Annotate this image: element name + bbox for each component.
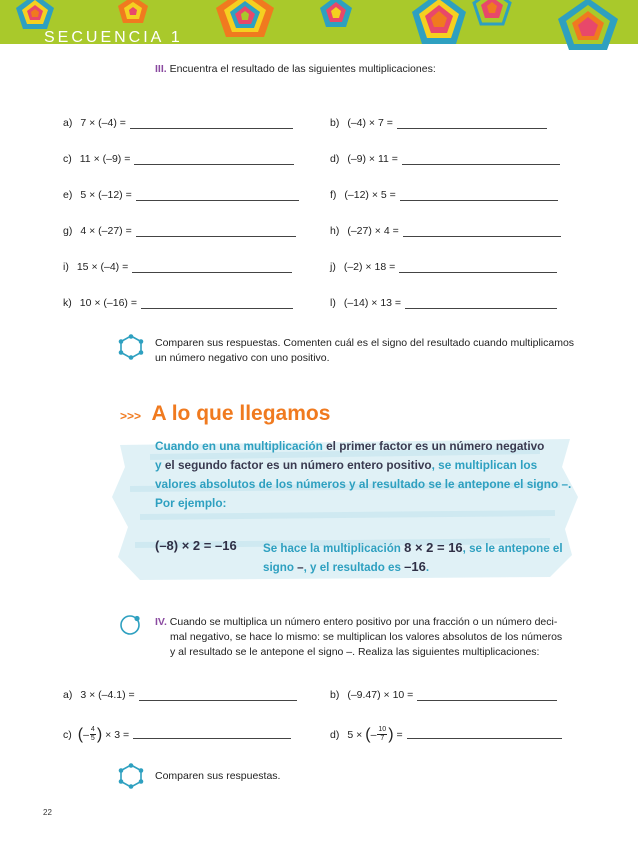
answer-field-4c[interactable]	[133, 730, 291, 739]
conclusion-title: A lo que llegamos	[151, 402, 331, 425]
answer-field[interactable]	[397, 116, 547, 129]
exercise-item	[330, 260, 557, 273]
conclusion-part-1: Cuando en una multiplicación	[155, 439, 323, 453]
exercise-item	[330, 296, 557, 309]
pentagon-decoration-1	[14, 0, 56, 30]
section-4-line-1: Cuando se multiplica un número entero positivo por una fracción o un número deci-	[169, 616, 558, 628]
pair-work-icon	[118, 763, 144, 789]
answer-field[interactable]	[134, 152, 294, 165]
pentagon-decoration-5	[410, 0, 468, 46]
exercise-4a	[63, 688, 297, 701]
section-3-number: III.	[155, 63, 167, 75]
exercise-item	[63, 116, 293, 129]
exercise-label: b)	[330, 117, 340, 129]
compare-answers-1	[155, 336, 595, 366]
exercise-label: h)	[330, 225, 340, 237]
exercise-item	[63, 260, 292, 273]
chevrons-icon: >>>	[120, 409, 142, 423]
section-3-text: Encuentra el resultado de las siguientes multiplicaciones:	[169, 63, 436, 75]
exercise-expression: (–27) × 4 =	[347, 225, 399, 237]
exercise-expression: (–14) × 13 =	[343, 297, 402, 309]
conclusion-part-4: el segundo factor es un número entero positivo	[161, 458, 432, 472]
pentagon-decoration-2	[116, 0, 150, 24]
conclusion-part-3: y	[155, 458, 162, 472]
exercise-expression: 15 × (–4) =	[76, 261, 129, 273]
answer-field[interactable]	[402, 152, 560, 165]
section-4-instruction	[155, 615, 595, 660]
compare-answers-2: Comparen sus respuestas.	[155, 770, 281, 782]
close-paren: )	[388, 725, 394, 743]
exercise-4d-prefix: 5 ×	[347, 728, 363, 741]
example-explanation	[263, 539, 583, 577]
exercise-4c-rest: × 3 =	[105, 728, 130, 741]
exercise-4a-label: a)	[63, 689, 73, 701]
exercise-4d-label: d)	[330, 728, 340, 741]
exercise-4c-label: c)	[63, 728, 72, 741]
exercise-item	[63, 296, 293, 309]
exercise-expression: (–4) × 7 =	[347, 117, 393, 129]
fraction-denominator: 7	[380, 735, 385, 742]
exercise-label: l)	[330, 297, 336, 309]
exercise-item	[63, 188, 299, 201]
answer-field[interactable]	[136, 224, 296, 237]
answer-field-4a[interactable]	[139, 688, 297, 701]
conclusion-part-2: el primer factor es un número negativo	[322, 439, 545, 453]
exercise-label: k)	[63, 297, 72, 309]
conclusion-heading	[120, 402, 330, 426]
explanation-result: –16	[404, 559, 426, 574]
sequence-title: SECUENCIA 1	[44, 29, 183, 46]
conclusion-text	[155, 437, 575, 513]
explanation-sign: –	[297, 561, 304, 574]
answer-field[interactable]	[399, 260, 557, 273]
example-equation: (–8) × 2 = –16	[155, 538, 237, 553]
exercise-item	[330, 188, 558, 201]
exercise-expression: (–12) × 5 =	[344, 189, 396, 201]
page-number: 22	[43, 808, 52, 817]
exercise-4a-expression: 3 × (–4.1) =	[80, 689, 135, 701]
exercise-expression: 5 × (–12) =	[80, 189, 132, 201]
exercise-label: g)	[63, 225, 73, 237]
exercise-item	[330, 224, 561, 237]
exercise-expression: 4 × (–27) =	[80, 225, 132, 237]
fraction-4-5	[90, 726, 96, 743]
exercise-label: f)	[330, 189, 337, 201]
answer-field[interactable]	[136, 188, 299, 201]
answer-field[interactable]	[405, 296, 557, 309]
compare-1-line-2: un número negativo con uno positivo.	[155, 352, 330, 364]
answer-field-4b[interactable]	[417, 688, 557, 701]
exercise-4d	[330, 726, 562, 743]
exercise-4b-expression: (–9.47) × 10 =	[347, 689, 414, 701]
answer-field-4d[interactable]	[407, 730, 562, 739]
conclusion-part-5: , se multiplican los valores absolutos de los números y al resultado se le antepone el signo –. Por ejemplo:	[155, 458, 572, 510]
exercise-expression: 10 × (–16) =	[79, 297, 137, 309]
exercise-4c-minus: –	[83, 728, 89, 741]
section-4-line-2: mal negativo, se hace lo mismo: se multiplican los valores absolutos de los números	[170, 631, 563, 643]
section-4-line-3: y al resultado se le antepone el signo –. Realiza las siguientes multiplicaciones:	[170, 646, 540, 658]
fraction-10-7	[377, 726, 387, 743]
answer-field[interactable]	[403, 224, 561, 237]
pentagon-decoration-3	[214, 0, 276, 38]
exercise-4d-minus: –	[370, 728, 377, 741]
pentagon-decoration-4	[318, 0, 354, 28]
exercise-item	[63, 152, 294, 165]
individual-work-icon	[118, 613, 142, 637]
explanation-part-5: , y el resultado es	[303, 561, 405, 574]
exercise-4b-label: b)	[330, 689, 340, 701]
exercise-label: e)	[63, 189, 73, 201]
explanation-part-1: Se hace la multiplicación	[263, 542, 405, 555]
exercise-item	[330, 116, 547, 129]
exercise-item	[63, 224, 296, 237]
section-4-number: IV.	[155, 616, 167, 628]
explanation-part-3: , se le antepone el signo	[263, 542, 563, 574]
exercise-label: a)	[63, 117, 73, 129]
pentagon-decoration-6	[472, 0, 512, 26]
open-paren: (	[77, 725, 84, 743]
exercise-4d-rest: =	[396, 728, 403, 741]
exercise-label: d)	[330, 153, 340, 165]
exercise-expression: 11 × (–9) =	[79, 153, 131, 165]
pentagon-decoration-7	[556, 0, 620, 52]
fraction-denominator: 5	[90, 735, 95, 742]
fraction-numerator: 10	[378, 726, 387, 733]
explanation-product: 8 × 2 = 16	[404, 540, 463, 555]
exercise-expression: 7 × (–4) =	[80, 117, 126, 129]
exercise-label: i)	[63, 261, 69, 273]
exercise-expression: (–2) × 18 =	[343, 261, 396, 273]
exercise-4c	[63, 726, 291, 743]
pair-work-icon	[118, 334, 144, 360]
exercise-4b	[330, 688, 557, 701]
fraction-numerator: 4	[90, 726, 95, 733]
compare-1-line-1: Comparen sus respuestas. Comenten cuál es el signo del resultado cuando multiplicamos	[155, 337, 575, 349]
answer-field[interactable]	[130, 116, 293, 129]
answer-field[interactable]	[400, 188, 558, 201]
close-paren: )	[96, 725, 103, 743]
answer-field[interactable]	[141, 296, 293, 309]
exercise-expression: (–9) × 11 =	[347, 153, 398, 165]
exercise-item	[330, 152, 560, 165]
exercise-label: j)	[330, 261, 336, 273]
answer-field[interactable]	[132, 260, 292, 273]
explanation-part-7: .	[425, 561, 430, 574]
open-paren: (	[365, 725, 371, 743]
exercise-label: c)	[63, 153, 72, 165]
section-3-instruction	[155, 62, 436, 77]
